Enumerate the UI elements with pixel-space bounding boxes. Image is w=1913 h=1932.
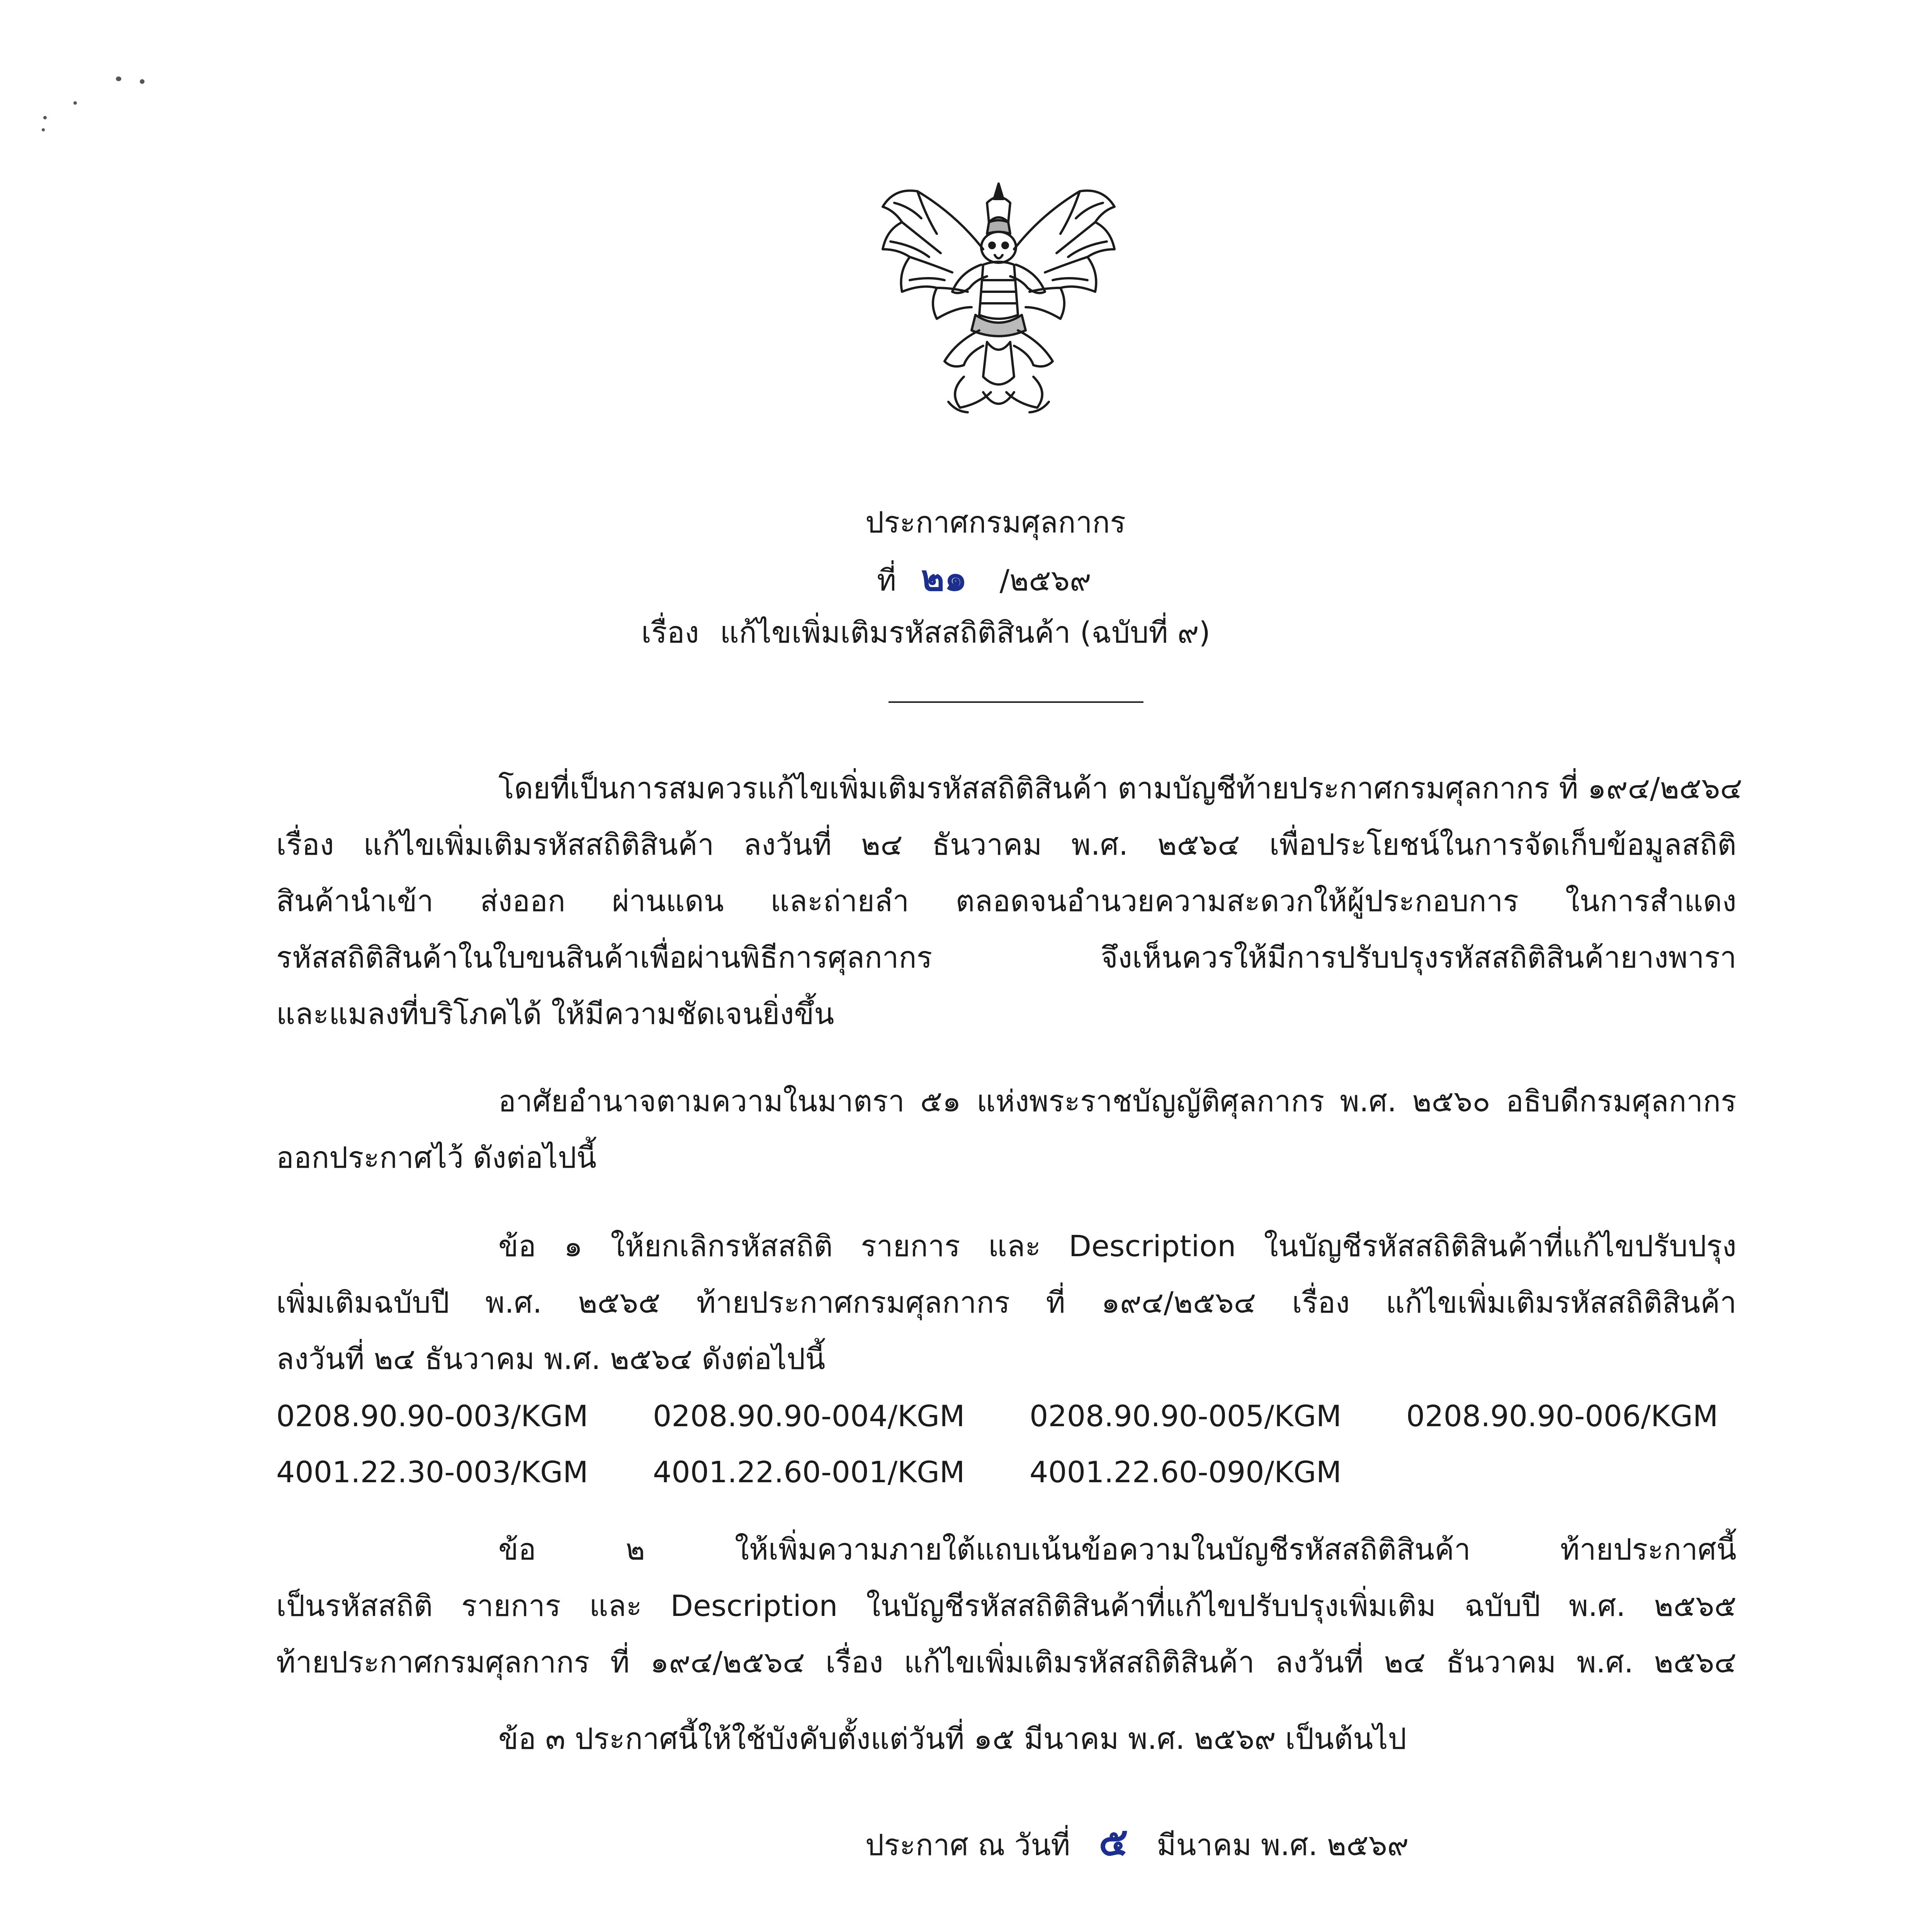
- para1-line-1: โดยที่เป็นการสมควรแก้ไขเพิ่มเติมรหัสสถิติสินค้า ตามบัญชีท้ายประกาศกรมศุลกากร ที่ ๑๙๔/๒๕๖๔: [498, 771, 1743, 805]
- code-item: 4001.22.60-090/KGM: [1030, 1455, 1342, 1489]
- code-item: 0208.90.90-005/KGM: [1030, 1399, 1342, 1433]
- subject-text: แก้ไขเพิ่มเติมรหัสสถิติสินค้า (ฉบับที่ ๙): [720, 615, 1211, 650]
- garuda-emblem-icon: [871, 176, 1126, 423]
- title-divider: [889, 701, 1143, 703]
- clause2-line-1: ข้อ ๒ ให้เพิ่มความภายใต้แถบเน้นข้อความในบัญชีรหัสสถิติสินค้า ท้ายประกาศนี้: [498, 1532, 1736, 1566]
- code-item: 0208.90.90-006/KGM: [1406, 1399, 1718, 1433]
- code-item: 0208.90.90-003/KGM: [276, 1399, 588, 1433]
- para1-line-5: และแมลงที่บริโภคได้ ให้มีความชัดเจนยิ่งขึ้น: [276, 997, 834, 1031]
- dateline-prefix: ประกาศ ณ วันที่: [865, 1828, 1070, 1862]
- dateline: [865, 1816, 1409, 1871]
- clause2-line-2: เป็นรหัสสถิติ รายการ และ Description ในบัญชีรหัสสถิติสินค้าที่แก้ไขปรับปรุงเพิ่มเติม ฉบับปี พ.ศ. ๒๕๖๕: [276, 1588, 1736, 1623]
- clause1-line-1: ข้อ ๑ ให้ยกเลิกรหัสสถิติ รายการ และ Description ในบัญชีรหัสสถิติสินค้าที่แก้ไขปรับปรุง: [498, 1229, 1736, 1263]
- para1-line-3: สินค้านำเข้า ส่งออก ผ่านแดน และถ่ายลำ ตลอดจนอำนวยความสะดวกให้ผู้ประกอบการ ในการสำแดง: [276, 884, 1736, 918]
- number-prefix: ที่: [877, 563, 897, 597]
- clause1-line-2: เพิ่มเติมฉบับปี พ.ศ. ๒๕๖๕ ท้ายประกาศกรมศุลกากร ที่ ๑๙๔/๒๕๖๔ เรื่อง แก้ไขเพิ่มเติมรหัสสถิติสินค้า: [276, 1285, 1736, 1320]
- code-item: 0208.90.90-004/KGM: [653, 1399, 965, 1433]
- subject-line: [641, 607, 1210, 658]
- clause1-line-3: ลงวันที่ ๒๔ ธันวาคม พ.ศ. ๒๕๖๔ ดังต่อไปนี้: [276, 1342, 826, 1376]
- signature-image: [1043, 1924, 1360, 1932]
- code-item: 4001.22.60-001/KGM: [653, 1455, 965, 1489]
- para1-line-4: รหัสสถิติสินค้าในใบขนสินค้าเพื่อผ่านพิธีการศุลกากร จึงเห็นควรให้มีการปรับปรุงรหัสสถิติสินค้ายางพารา: [276, 940, 1736, 975]
- dateline-day-handwritten: ๕: [1099, 1819, 1128, 1864]
- dateline-suffix: มีนาคม พ.ศ. ๒๕๖๙: [1157, 1828, 1409, 1862]
- para2-line-1: อาศัยอำนาจตามความในมาตรา ๕๑ แห่งพระราชบัญญัติศุลกากร พ.ศ. ๒๕๖๐ อธิบดีกรมศุลกากร: [498, 1084, 1736, 1118]
- code-item: 4001.22.30-003/KGM: [276, 1455, 588, 1489]
- clause2-line-3: ท้ายประกาศกรมศุลกากร ที่ ๑๙๔/๒๕๖๔ เรื่อง แก้ไขเพิ่มเติมรหัสสถิติสินค้า ลงวันที่ ๒๔ ธันวาคม พ.ศ. ๒๕๖๔: [276, 1645, 1736, 1679]
- number-handwritten: ๒๑: [921, 558, 967, 599]
- para2-line-2: ออกประกาศไว้ ดังต่อไปนี้: [276, 1140, 597, 1175]
- para1-line-2: เรื่อง แก้ไขเพิ่มเติมรหัสสถิติสินค้า ลงวันที่ ๒๔ ธันวาคม พ.ศ. ๒๕๖๔ เพื่อประโยชน์ในการจัดเก็บข้อมูลสถิติ: [276, 827, 1736, 862]
- announcement-number: [877, 553, 1091, 606]
- subject-label: เรื่อง: [641, 615, 699, 650]
- number-suffix: /๒๕๖๙: [999, 563, 1091, 597]
- clause3-line: ข้อ ๓ ประกาศนี้ให้ใช้บังคับตั้งแต่วันที่ ๑๕ มีนาคม พ.ศ. ๒๕๖๙ เป็นต้นไป: [498, 1721, 1407, 1756]
- agency-title: ประกาศกรมศุลกากร: [865, 505, 1126, 539]
